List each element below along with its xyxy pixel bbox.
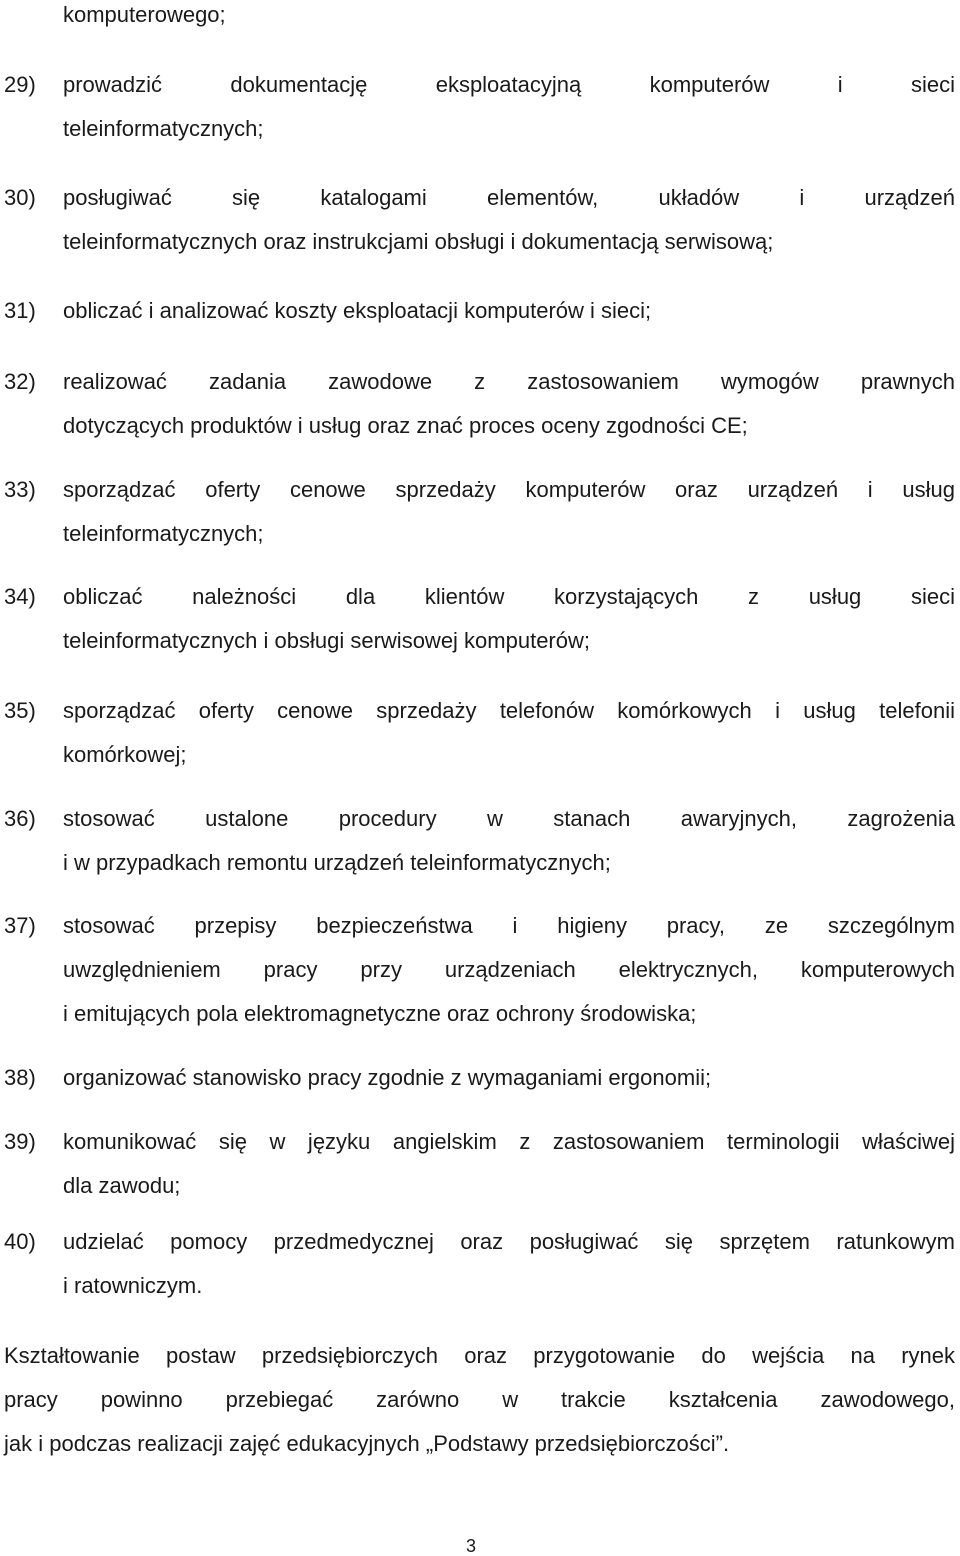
item-number: 40) xyxy=(4,1229,36,1254)
item-text-line: stosować przepisy bezpieczeństwa i higieny pracy, ze szczególnym xyxy=(63,913,955,938)
item-text-line: prowadzić dokumentację eksploatacyjną komputerów i sieci xyxy=(63,72,955,97)
item-text-line: organizować stanowisko pracy zgodnie z wymaganiami ergonomii; xyxy=(63,1065,712,1090)
item-text-line: dla zawodu; xyxy=(63,1173,181,1198)
item-number: 31) xyxy=(4,298,36,323)
page-number: 3 xyxy=(465,1536,476,1556)
item-text-line: teleinformatycznych; xyxy=(63,521,264,546)
item-text-line: dotyczących produktów i usług oraz znać proces oceny zgodności CE; xyxy=(63,413,748,438)
item-number: 39) xyxy=(4,1129,36,1154)
item-text-line: komórkowej; xyxy=(63,742,187,767)
item-text-line: teleinformatycznych oraz instrukcjami obsługi i dokumentacją serwisową; xyxy=(63,229,774,254)
item-text-line: obliczać i analizować koszty eksploatacji komputerów i sieci; xyxy=(63,298,652,323)
paragraph-line: jak i podczas realizacji zajęć edukacyjnych „Podstawy przedsiębiorczości”. xyxy=(4,1431,730,1456)
paragraph-line: Kształtowanie postaw przedsiębiorczych oraz przygotowanie do wejścia na rynek xyxy=(4,1343,955,1368)
item-text-line: posługiwać się katalogami elementów, układów i urządzeń xyxy=(63,185,955,210)
item-text-line: komunikować się w języku angielskim z zastosowaniem terminologii właściwej xyxy=(63,1129,955,1154)
item-number: 34) xyxy=(4,584,36,609)
item-text-line: i ratowniczym. xyxy=(63,1273,203,1298)
item-text-line: sporządzać oferty cenowe sprzedaży telefonów komórkowych i usług telefonii xyxy=(63,698,955,723)
item-text-line: udzielać pomocy przedmedycznej oraz posługiwać się sprzętem ratunkowym xyxy=(63,1229,955,1254)
item-number: 38) xyxy=(4,1065,36,1090)
item-number: 36) xyxy=(4,806,36,831)
item-number: 29) xyxy=(4,72,36,97)
item-text-line: uwzględnieniem pracy przy urządzeniach elektrycznych, komputerowych xyxy=(63,957,955,982)
item-number: 35) xyxy=(4,698,36,723)
item-number: 32) xyxy=(4,369,36,394)
item-text-line: stosować ustalone procedury w stanach awaryjnych, zagrożenia xyxy=(63,806,955,831)
item-text-line: sporządzać oferty cenowe sprzedaży komputerów oraz urządzeń i usług xyxy=(63,477,955,502)
continuation-line: komputerowego; xyxy=(63,2,226,27)
item-number: 37) xyxy=(4,913,36,938)
item-text-line: i w przypadkach remontu urządzeń teleinformatycznych; xyxy=(63,850,611,875)
item-text-line: teleinformatycznych i obsługi serwisowej komputerów; xyxy=(63,628,590,653)
item-number: 33) xyxy=(4,477,36,502)
item-text-line: teleinformatycznych; xyxy=(63,116,264,141)
item-text-line: i emitujących pola elektromagnetyczne oraz ochrony środowiska; xyxy=(63,1001,697,1026)
item-text-line: obliczać należności dla klientów korzystających z usług sieci xyxy=(63,584,955,609)
item-number: 30) xyxy=(4,185,36,210)
item-text-line: realizować zadania zawodowe z zastosowaniem wymogów prawnych xyxy=(63,369,955,394)
paragraph-line: pracy powinno przebiegać zarówno w trakcie kształcenia zawodowego, xyxy=(4,1387,955,1412)
